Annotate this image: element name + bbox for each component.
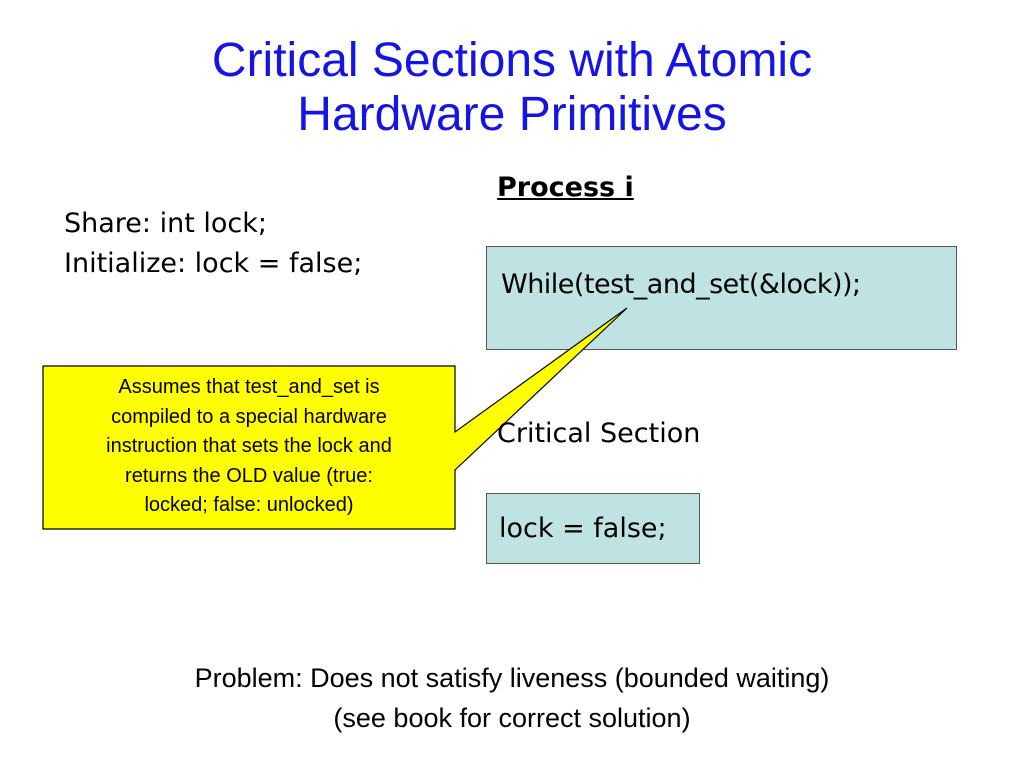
lock-release-box bbox=[486, 493, 700, 564]
callout-text bbox=[44, 373, 454, 521]
while-code-text: While(test_and_set(&lock)); bbox=[501, 269, 861, 300]
process-label: Process i bbox=[497, 172, 634, 203]
problem-line-1: Problem: Does not satisfy liveness (bounded waiting) bbox=[194, 663, 830, 693]
title-line-1: Critical Sections with Atomic bbox=[211, 34, 813, 87]
callout-line-5: locked; false: unlocked) bbox=[144, 494, 354, 516]
critical-section-label: Critical Section bbox=[497, 418, 701, 449]
lock-release-text: lock = false; bbox=[499, 513, 667, 544]
share-line: Share: int lock; bbox=[64, 208, 267, 239]
callout-line-1: Assumes that test_and_set is bbox=[118, 376, 380, 398]
callout-line-4: returns the OLD value (true: bbox=[125, 464, 373, 487]
problem-line-2: (see book for correct solution) bbox=[333, 703, 691, 733]
problem-statement bbox=[0, 658, 1024, 738]
initialize-line: Initialize: lock = false; bbox=[64, 248, 363, 279]
callout-line-2: compiled to a special hardware bbox=[111, 405, 387, 428]
callout-line-3: instruction that sets the lock and bbox=[106, 435, 392, 457]
title-line-2: Hardware Primitives bbox=[297, 88, 727, 141]
